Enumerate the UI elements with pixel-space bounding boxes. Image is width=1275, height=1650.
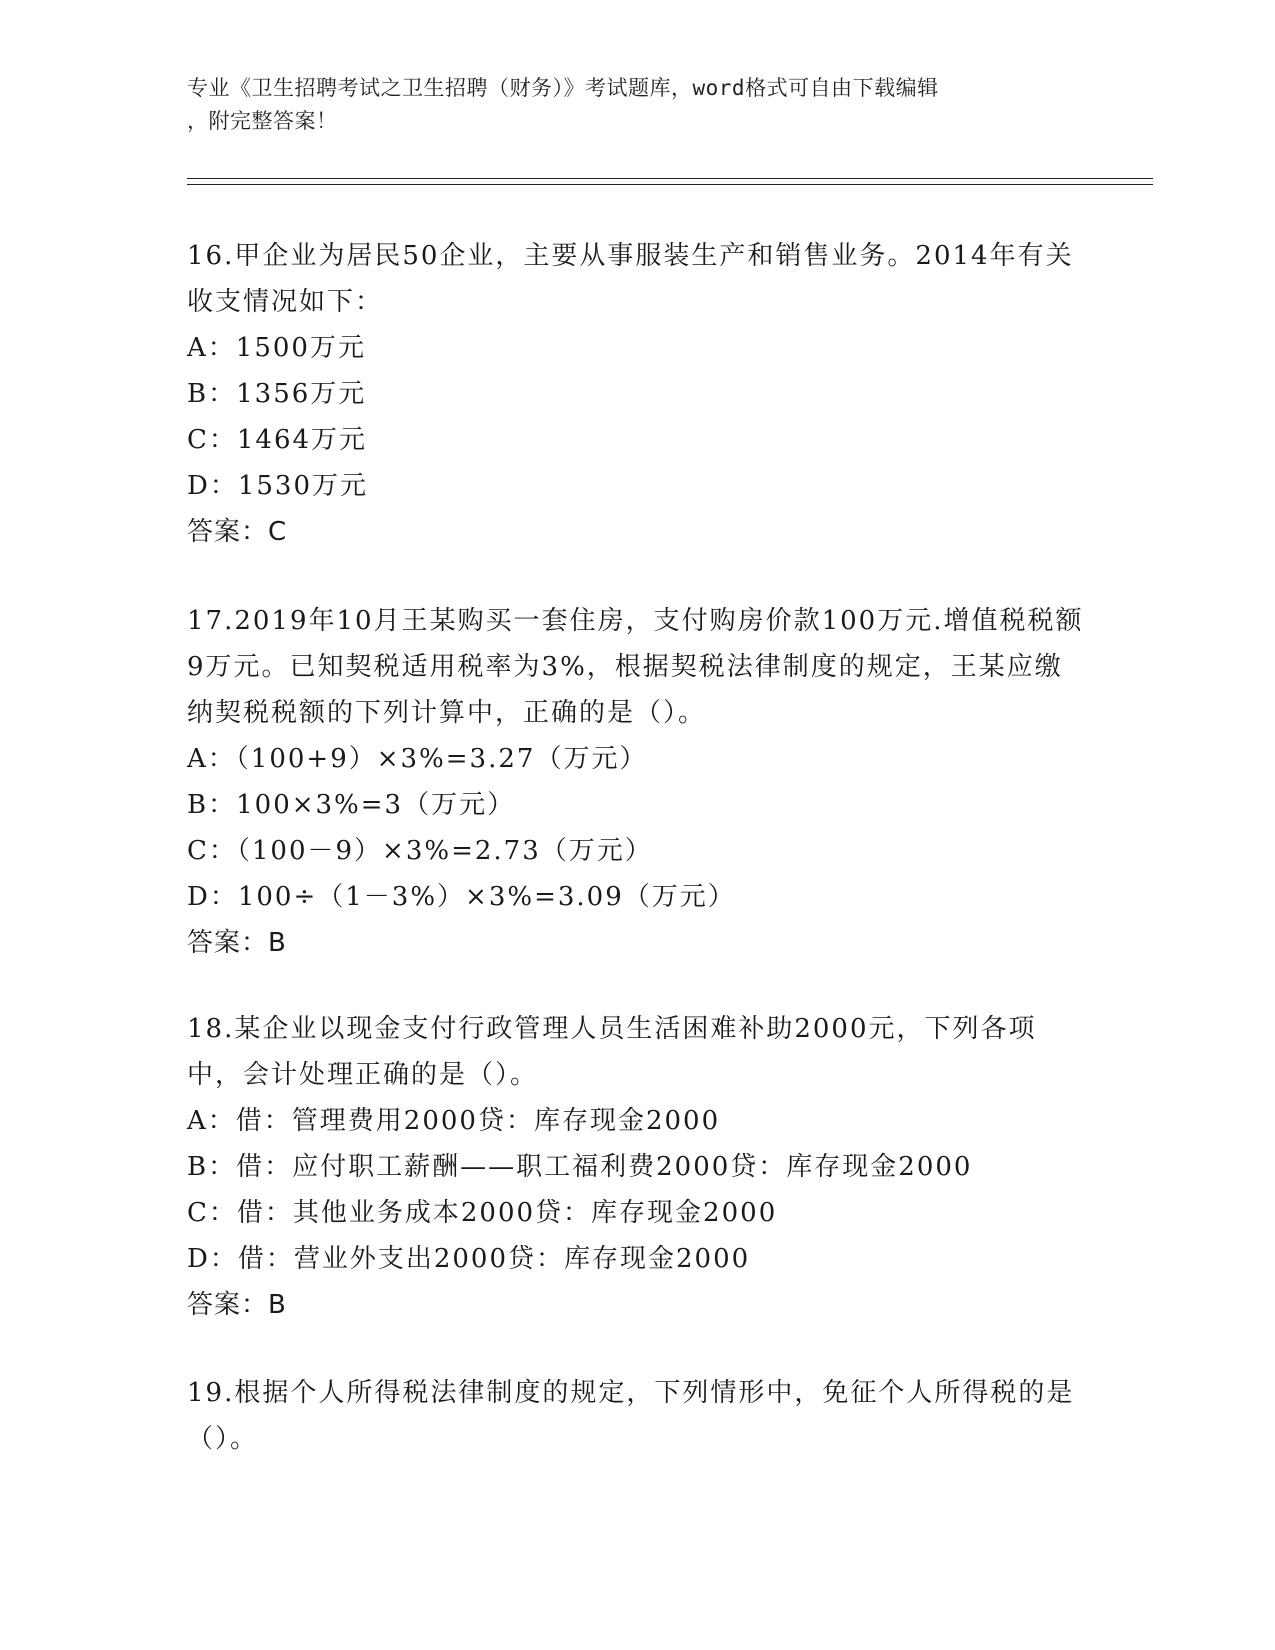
- question-18: [187, 1006, 1087, 1328]
- question-stem: 16.甲企业为居民50企业，主要从事服装生产和销售业务。2014年有关收支情况如下：: [187, 241, 1074, 317]
- answer-label: 答案：B: [187, 928, 287, 958]
- question-stem: 17.2019年10月王某购买一套住房，支付购房价款100万元.增值税税额9万元。已知契税适用税率为3%，根据契税法律制度的规定，王某应缴纳契税税额的下列计算中，正确的是（）。: [187, 606, 1084, 728]
- document-header: [187, 72, 1087, 138]
- question-stem: 19.根据个人所得税法律制度的规定，下列情形中，免征个人所得税的是（）。: [187, 1378, 1075, 1454]
- header-divider-top: [187, 178, 1153, 179]
- question-17: [187, 598, 1087, 966]
- question-stem: 18.某企业以现金支付行政管理人员生活困难补助2000元，下列各项中，会计处理正确的是（）。: [187, 1014, 1037, 1090]
- question-16: [187, 233, 1087, 555]
- header-line-1: 专业《卫生招聘考试之卫生招聘（财务）》考试题库，word格式可自由下载编辑: [187, 76, 939, 100]
- question-19: [187, 1370, 1087, 1462]
- option-d: D：100÷（1－3%）×3%=3.09（万元）: [187, 882, 736, 912]
- option-a: A：1500万元: [187, 333, 366, 363]
- answer-label: 答案：B: [187, 1290, 287, 1320]
- option-b: B：100×3%=3（万元）: [187, 790, 516, 820]
- header-divider-bottom: [187, 184, 1153, 185]
- option-d: D：借：营业外支出2000贷：库存现金2000: [187, 1244, 751, 1274]
- option-a: A：借：管理费用2000贷：库存现金2000: [187, 1106, 721, 1136]
- option-c: C：借：其他业务成本2000贷：库存现金2000: [187, 1198, 778, 1228]
- option-b: B：借：应付职工薪酬——职工福利费2000贷：库存现金2000: [187, 1152, 973, 1182]
- option-c: C：1464万元: [187, 425, 368, 455]
- option-c: C：（100－9）×3%=2.73（万元）: [187, 836, 653, 866]
- answer-label: 答案：C: [187, 517, 288, 547]
- option-d: D：1530万元: [187, 471, 369, 501]
- header-line-2: ，附完整答案！: [187, 109, 338, 133]
- option-a: A：（100+9）×3%=3.27（万元）: [187, 744, 648, 774]
- option-b: B：1356万元: [187, 379, 367, 409]
